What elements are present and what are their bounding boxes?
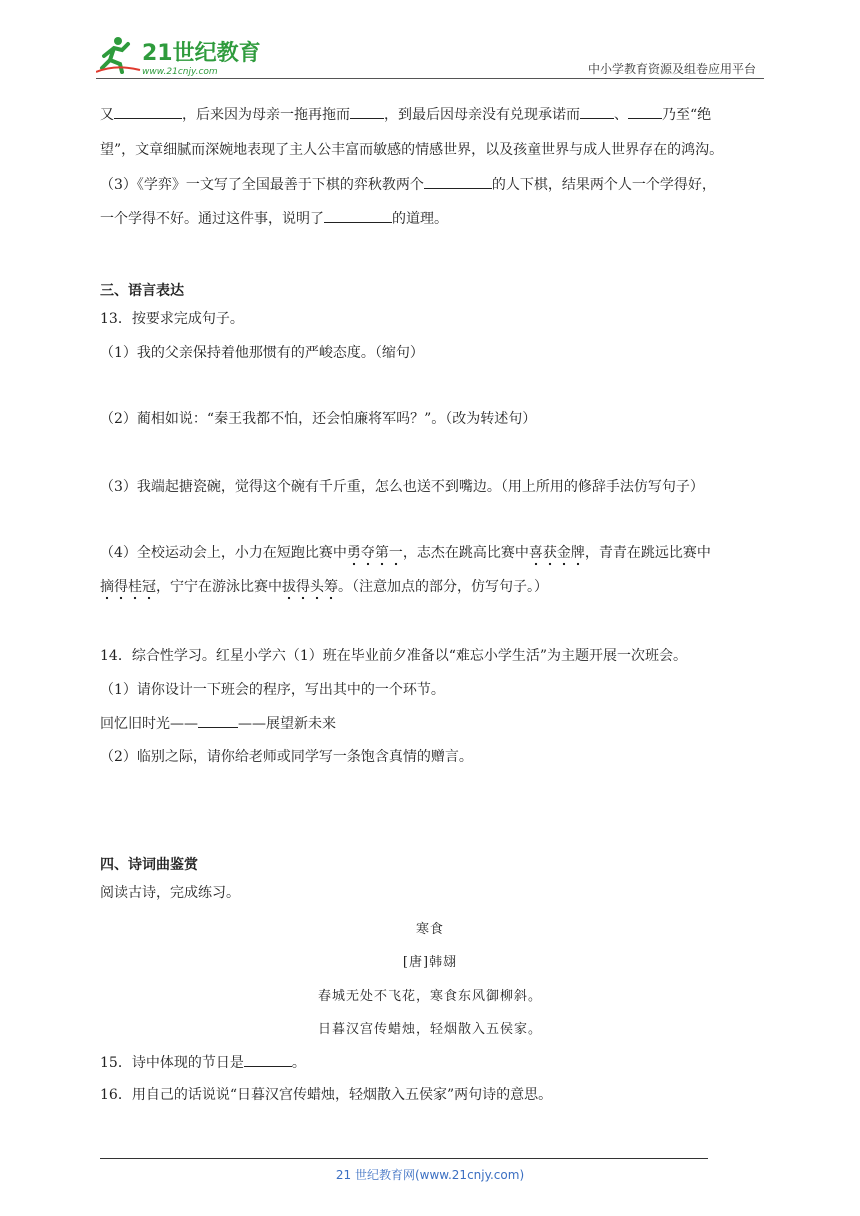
logo-text: 21世纪教育 bbox=[142, 41, 261, 66]
question-14-2: （2）临别之际，请你给老师或同学写一条饱含真情的赠言。 bbox=[100, 749, 473, 765]
emphasized-text: 摘得桂冠 bbox=[100, 579, 156, 601]
q12-line2: 望”，文章细腻而深婉地表现了主人公丰富而敏感的情感世界，以及孩童世界与成人世界存在的鸿沟。 bbox=[100, 142, 724, 158]
question-14-1: （1）请你设计一下班会的程序，写出其中的一个环节。 bbox=[100, 682, 445, 698]
question-14: 14．综合性学习。红星小学六（1）班在毕业前夕准备以“难忘小学生活”为主题开展一次班会。 bbox=[100, 648, 688, 664]
q12-line3: （3）《学弈》一文写了全国最善于下棋的弈秋教两个 的人下棋，结果两个人一个学得好， bbox=[100, 174, 716, 195]
site-logo bbox=[96, 34, 266, 78]
runner-icon bbox=[96, 37, 140, 72]
question-13-3: （3）我端起搪瓷碗，觉得这个碗有千斤重，怎么也送不到嘴边。（用上所用的修辞手法仿写句子） bbox=[100, 479, 704, 495]
question-13: 13．按要求完成句子。 bbox=[100, 311, 244, 327]
question-13-1: （1）我的父亲保持着他那惯有的严峻态度。（缩句） bbox=[100, 345, 424, 361]
question-14-flow: 回忆旧时光—— ——展望新未来 bbox=[100, 713, 336, 734]
section-title: 三、语言表达 bbox=[100, 283, 184, 299]
answer-blank[interactable] bbox=[350, 104, 384, 119]
answer-blank[interactable] bbox=[114, 104, 182, 119]
poem-title: 寒食 bbox=[415, 922, 444, 937]
answer-blank[interactable] bbox=[244, 1052, 292, 1067]
q12-line4: 一个学得不好。通过这件事，说明了 的道理。 bbox=[100, 208, 448, 229]
question-16: 16．用自己的话说说“日暮汉宫传蜡烛，轻烟散入五侯家”两句诗的意思。 bbox=[100, 1087, 553, 1103]
site-name: 中小学教育资源及组卷应用平台 bbox=[587, 62, 756, 76]
footer-text: 21 世纪教育网(www.21cnjy.com) bbox=[335, 1168, 525, 1182]
emphasized-text: 拔得头筹 bbox=[282, 579, 338, 601]
emphasized-text: 喜获金牌 bbox=[529, 545, 585, 567]
q12-line1: 又 ，后来因为母亲一拖再拖而 ，到最后因母亲没有兑现承诺而 、 乃至“绝 bbox=[100, 104, 711, 125]
poem-line: 日暮汉宫传蜡烛，轻烟散入五侯家。 bbox=[317, 1022, 542, 1037]
answer-blank[interactable] bbox=[198, 713, 238, 728]
answer-blank[interactable] bbox=[580, 104, 614, 119]
poem-line: 春城无处不飞花，寒食东风御柳斜。 bbox=[317, 989, 542, 1004]
reading-intro: 阅读古诗，完成练习。 bbox=[100, 885, 240, 901]
section-title: 四、诗词曲鉴赏 bbox=[100, 857, 198, 873]
answer-blank[interactable] bbox=[628, 104, 662, 119]
answer-blank[interactable] bbox=[424, 174, 492, 189]
question-15: 15．诗中体现的节日是 。 bbox=[100, 1052, 306, 1073]
emphasized-text: 勇夺第一 bbox=[347, 545, 403, 567]
logo-url: www.21cnjy.com bbox=[142, 67, 218, 77]
question-13-4-line2: 摘得桂冠，宁宁在游泳比赛中拔得头筹。（注意加点的部分，仿写句子。） bbox=[100, 577, 548, 597]
footer-divider bbox=[100, 1158, 708, 1159]
question-13-4-line1: （4）全校运动会上，小力在短跑比赛中勇夺第一，志杰在跳高比赛中喜获金牌，青青在跳远比赛中 bbox=[100, 543, 711, 563]
answer-blank[interactable] bbox=[324, 208, 392, 223]
poem-author: [唐]韩翃 bbox=[402, 955, 458, 970]
question-13-2: （2）蔺相如说：“秦王我都不怕，还会怕廉将军吗？”。（改为转述句） bbox=[100, 411, 537, 427]
header-divider bbox=[96, 78, 764, 79]
